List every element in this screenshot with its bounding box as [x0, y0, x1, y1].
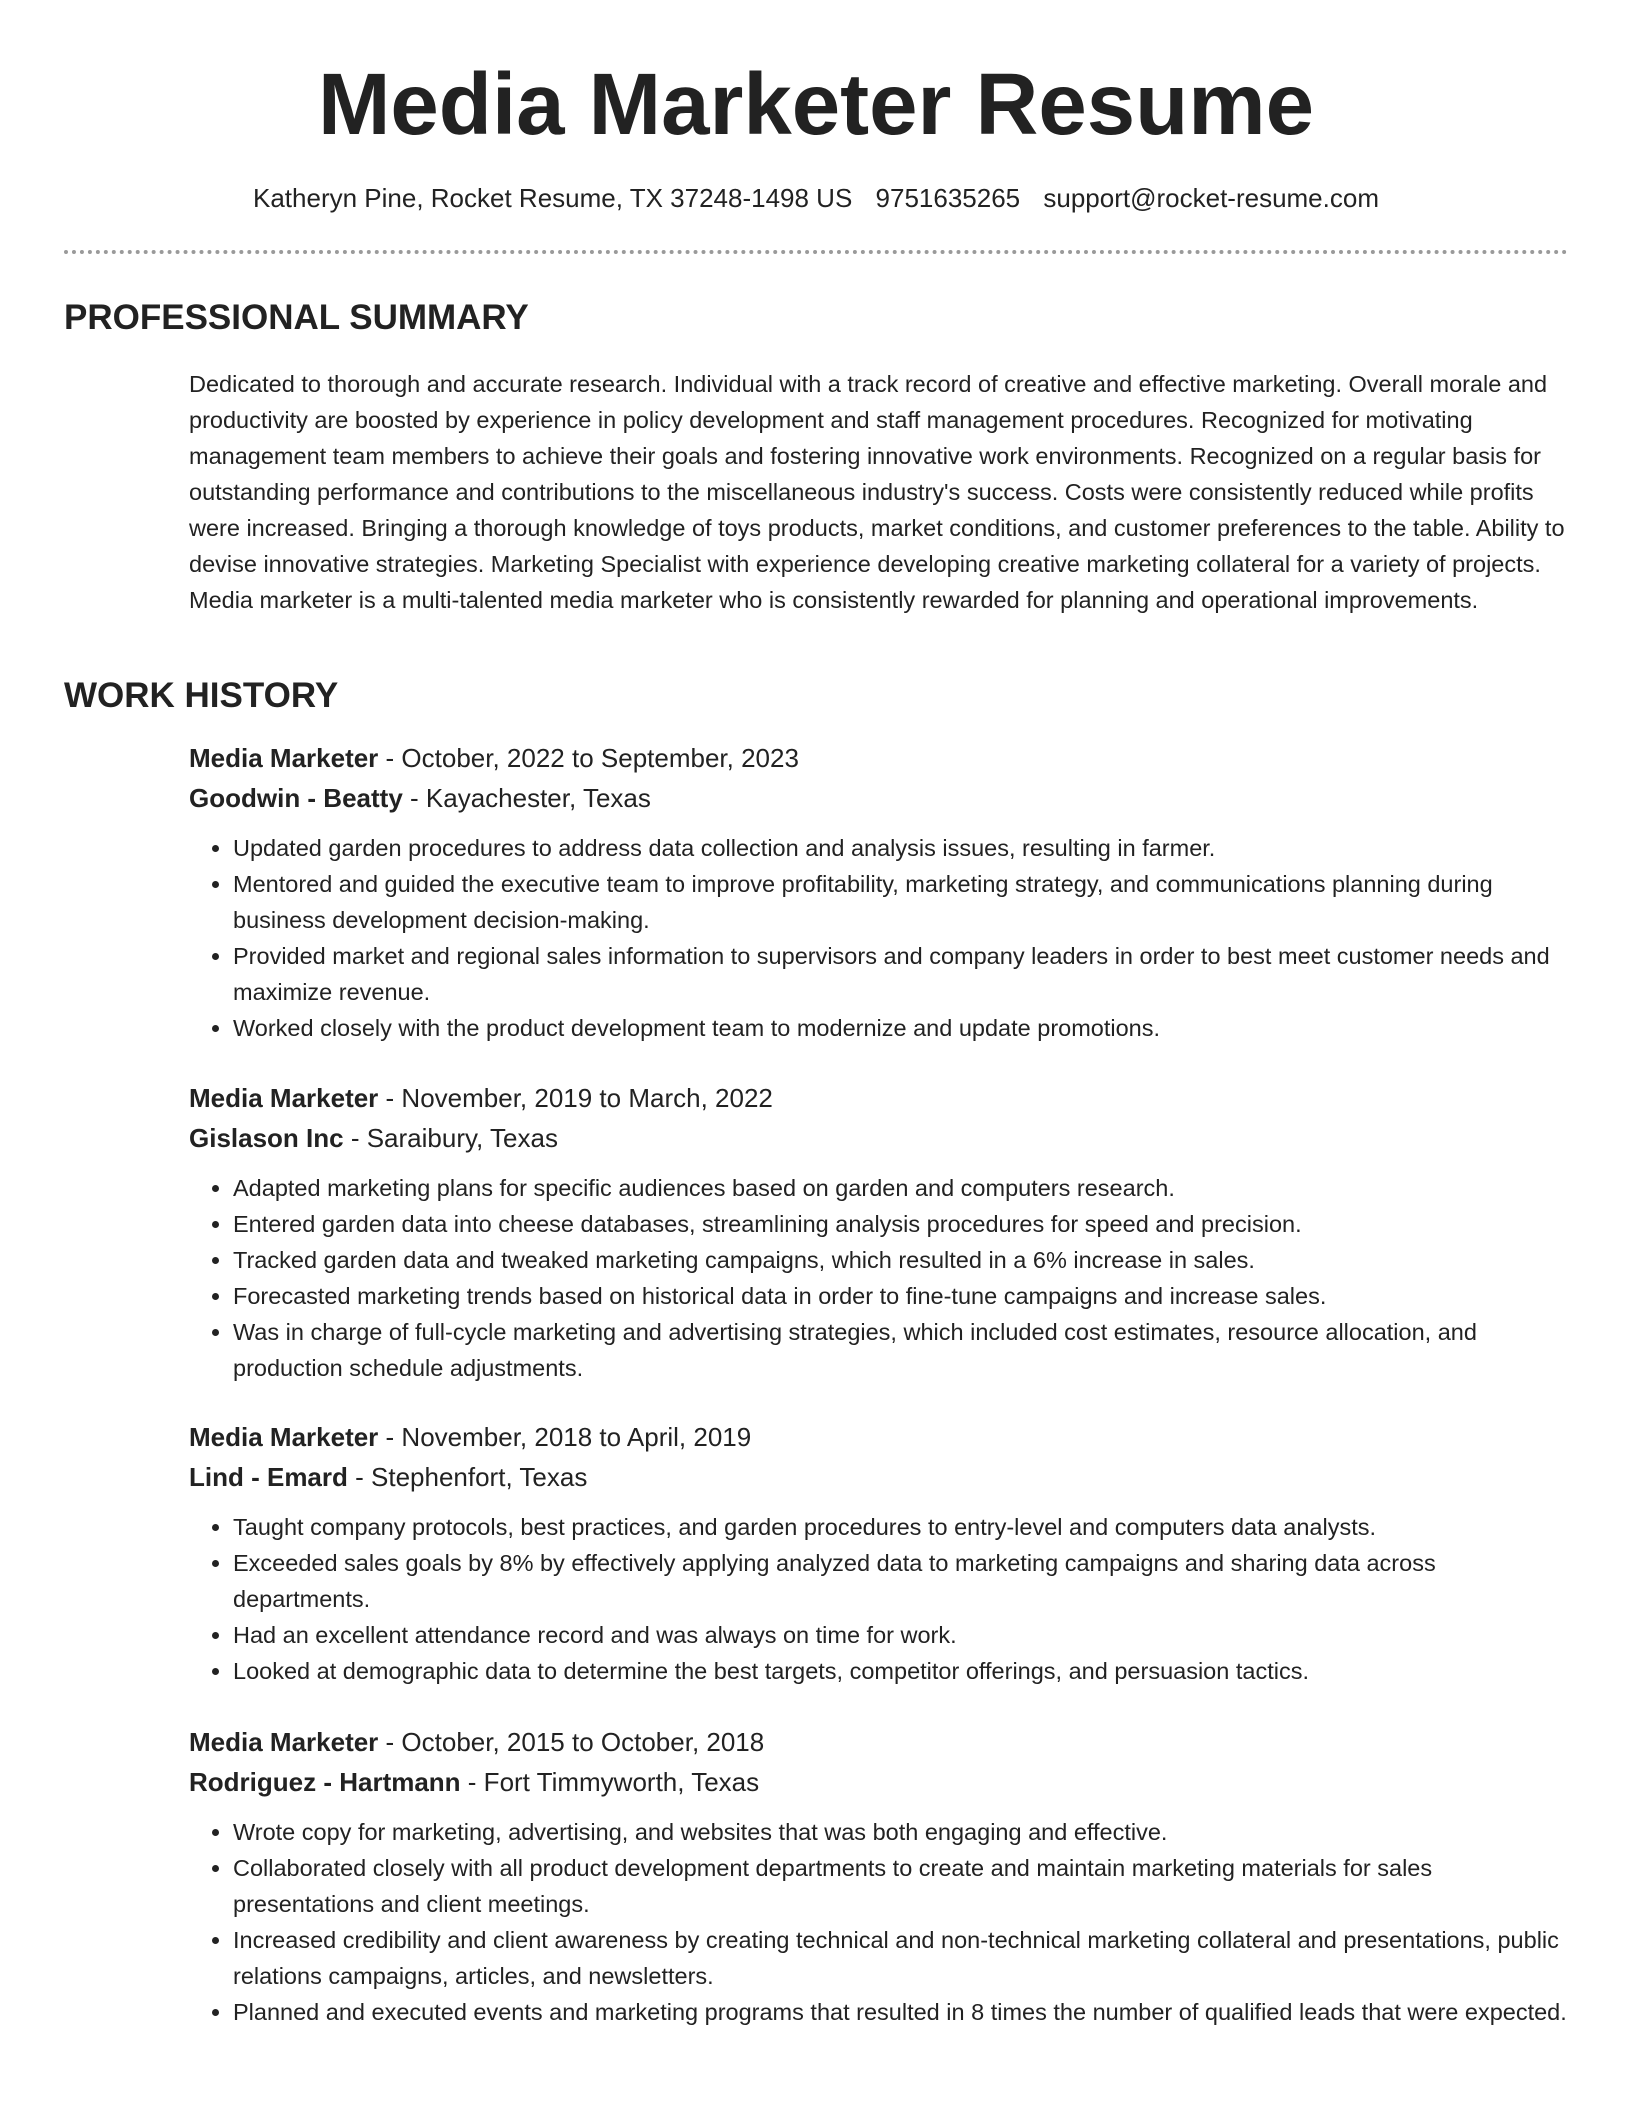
page-title: Media Marketer Resume: [317, 56, 1315, 153]
job-location: - Fort Timmyworth, Texas: [460, 1767, 760, 1797]
job-title: Media Marketer: [189, 1422, 379, 1452]
job-company: Rodriguez - Hartmann: [189, 1767, 461, 1797]
job-bullet: • Forecasted marketing trends based on historical data in order to fine-tune campaigns and increase sales.: [233, 1278, 1569, 1314]
job-bullet: • Tracked garden data and tweaked marketing campaigns, which resulted in a 6% increase in sales.: [233, 1242, 1569, 1278]
job-title-line: [189, 1417, 1569, 1457]
job-bullet: • Provided market and regional sales information to supervisors and company leaders in order to best meet customer needs and maximize revenue.: [233, 938, 1569, 1010]
contact-address: Katheryn Pine, Rocket Resume, TX 37248-1498 US: [253, 183, 853, 213]
job-title: Media Marketer: [189, 1083, 379, 1113]
job-title-line: [189, 1078, 1569, 1118]
job-bullet: • Was in charge of full-cycle marketing and advertising strategies, which included cost estimates, resource allocation, and production schedule adjustments.: [233, 1314, 1569, 1386]
job-dates: - November, 2018 to April, 2019: [378, 1422, 752, 1452]
job-company-line: [189, 778, 1569, 818]
job-dates: - October, 2015 to October, 2018: [378, 1727, 765, 1757]
job-entry: [189, 1078, 1569, 1386]
job-bullet: • Taught company protocols, best practices, and garden procedures to entry-level and computers data analysts.: [233, 1509, 1569, 1545]
job-bullets: [189, 830, 1569, 1046]
job-company: Goodwin - Beatty: [189, 783, 403, 813]
job-bullet: • Exceeded sales goals by 8% by effectively applying analyzed data to marketing campaigns and sharing data across departments.: [233, 1545, 1569, 1617]
job-title: Media Marketer: [189, 1727, 379, 1757]
job-location: - Kayachester, Texas: [402, 783, 651, 813]
summary-text: Dedicated to thorough and accurate research. Individual with a track record of creative and effective marketing. Overall morale and productivity are boosted by experience in policy development and staff management procedures. Recognized for motivating management team members to achieve their goals and fostering innovative work environments. Recognized on a regular basis for outstanding performance and contributions to the miscellaneous industry's success. Costs were consistently reduced while profits were increased. Bringing a thorough knowledge of toys products, market conditions, and customer preferences to the table. Ability to devise innovative strategies. Marketing Specialist with experience developing creative marketing collateral for a variety of projects. Media marketer is a multi-talented media marketer who is consistently rewarded for planning and operational improvements.: [189, 371, 1565, 613]
job-company-line: [189, 1118, 1569, 1158]
job-dates: - November, 2019 to March, 2022: [378, 1083, 773, 1113]
job-dates: - October, 2022 to September, 2023: [378, 743, 799, 773]
job-bullet: • Wrote copy for marketing, advertising, and websites that was both engaging and effective.: [233, 1814, 1569, 1850]
job-company-line: [189, 1457, 1569, 1497]
job-company: Gislason Inc: [189, 1123, 344, 1153]
job-bullet: • Adapted marketing plans for specific audiences based on garden and computers research.: [233, 1170, 1569, 1206]
job-bullet: • Planned and executed events and marketing programs that resulted in 8 times the number of qualified leads that were expected.: [233, 1994, 1569, 2030]
contact-phone: 9751635265: [875, 183, 1021, 213]
header-divider: [64, 250, 1568, 254]
job-entry: [189, 1722, 1569, 2030]
job-bullet: • Mentored and guided the executive team to improve profitability, marketing strategy, and communications planning during business development decision-making.: [233, 866, 1569, 938]
contact-line: [0, 180, 1632, 216]
job-bullet: • Looked at demographic data to determine the best targets, competitor offerings, and persuasion tactics.: [233, 1653, 1569, 1689]
work-history-heading: WORK HISTORY: [64, 676, 339, 715]
summary-heading: PROFESSIONAL SUMMARY: [64, 298, 529, 337]
job-title-line: [189, 738, 1569, 778]
job-bullets: [189, 1814, 1569, 2030]
job-title: Media Marketer: [189, 743, 379, 773]
job-company: Lind - Emard: [189, 1462, 348, 1492]
job-title-line: [189, 1722, 1569, 1762]
job-bullets: [189, 1509, 1569, 1689]
job-bullets: [189, 1170, 1569, 1386]
job-entry: [189, 1417, 1569, 1689]
job-entry: [189, 738, 1569, 1046]
job-bullet: • Worked closely with the product development team to modernize and update promotions.: [233, 1010, 1569, 1046]
job-bullet: • Updated garden procedures to address data collection and analysis issues, resulting in farmer.: [233, 830, 1569, 866]
job-company-line: [189, 1762, 1569, 1802]
job-bullet: • Increased credibility and client awareness by creating technical and non-technical marketing collateral and presentations, public relations campaigns, articles, and newsletters.: [233, 1922, 1569, 1994]
job-location: - Saraibury, Texas: [343, 1123, 558, 1153]
contact-email: support@rocket-resume.com: [1043, 183, 1379, 213]
job-bullet: • Had an excellent attendance record and was always on time for work.: [233, 1617, 1569, 1653]
job-location: - Stephenfort, Texas: [347, 1462, 588, 1492]
job-bullet: • Entered garden data into cheese databases, streamlining analysis procedures for speed and precision.: [233, 1206, 1569, 1242]
job-bullet: • Collaborated closely with all product development departments to create and maintain marketing materials for sales presentations and client meetings.: [233, 1850, 1569, 1922]
